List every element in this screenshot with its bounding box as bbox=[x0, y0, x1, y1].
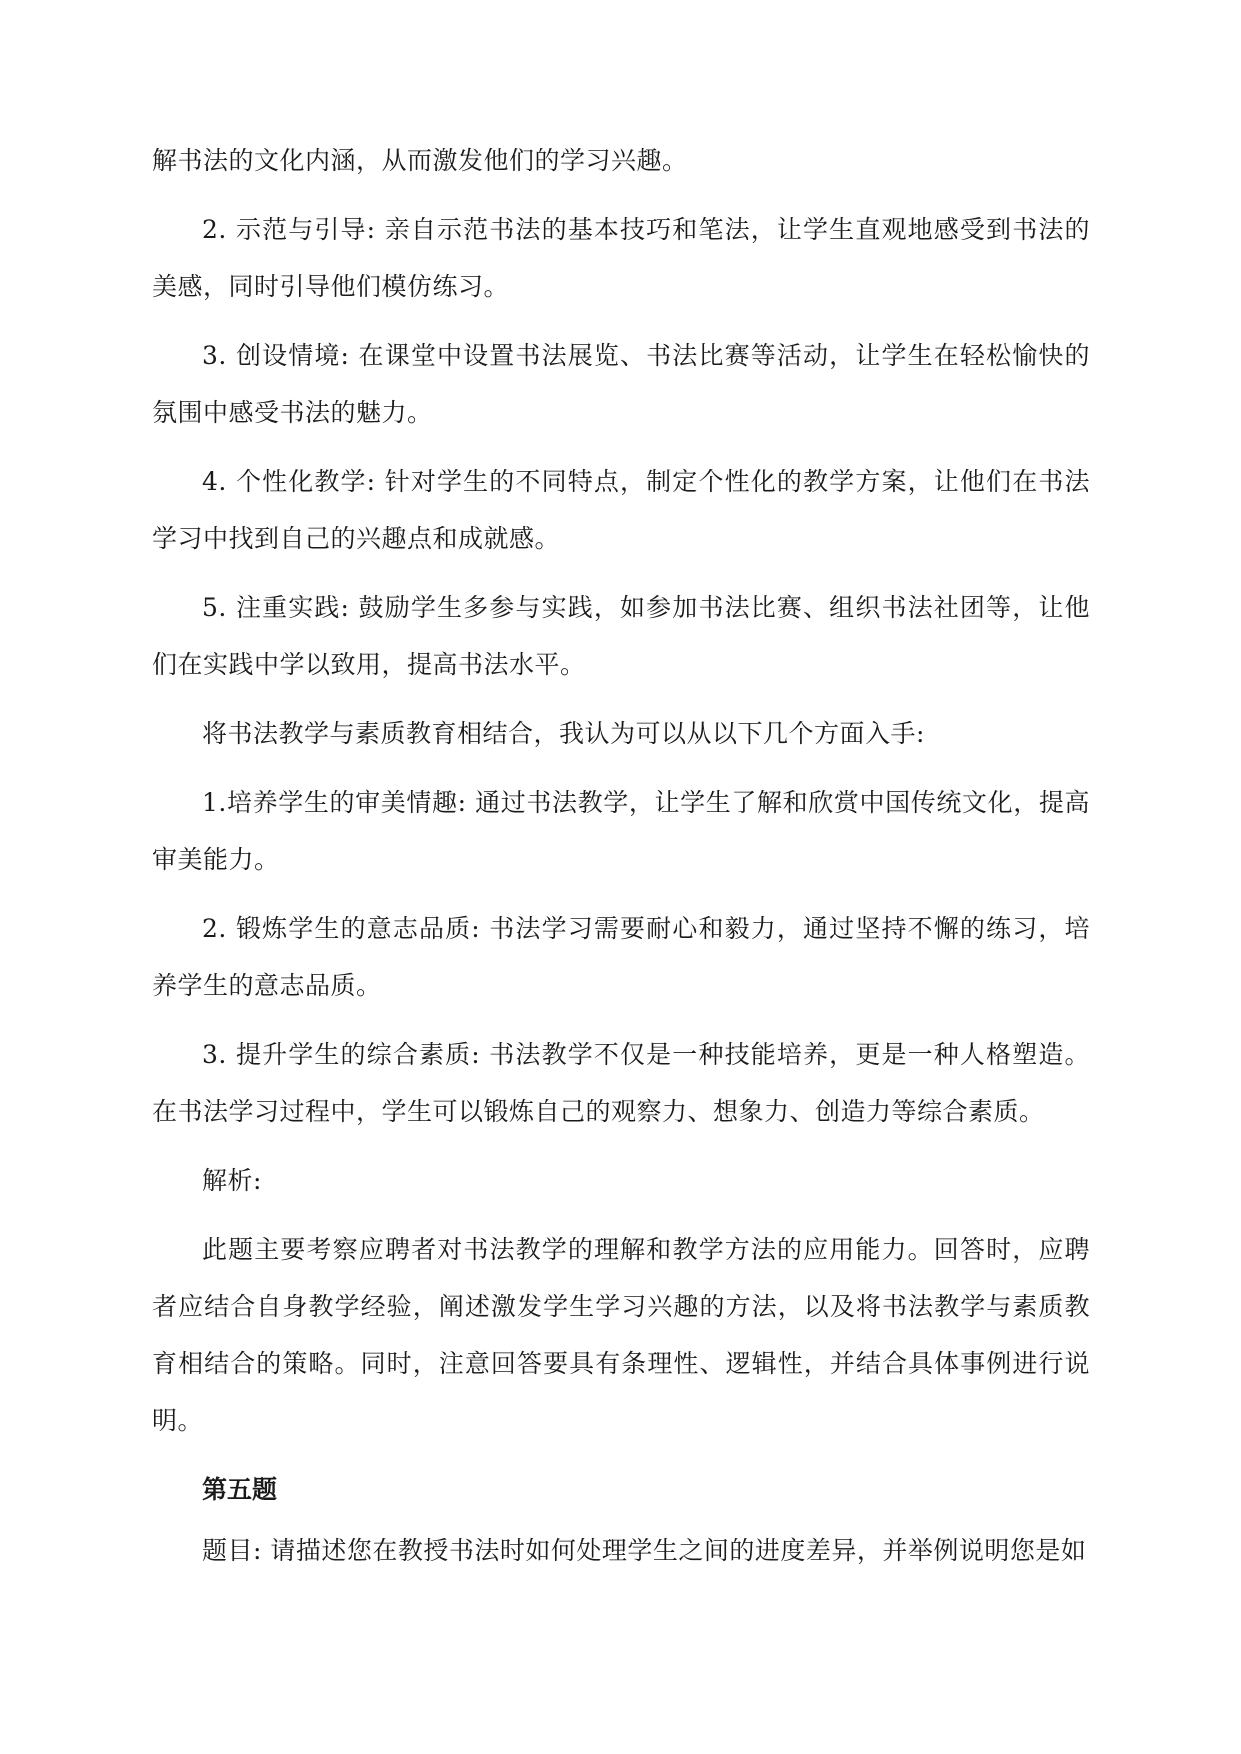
question-paragraph: 题目: 请描述您在教授书法时如何处理学生之间的进度差异，并举例说明您是如 bbox=[202, 1536, 1087, 1565]
paragraph-continuation: 解书法的文化内涵，从而激发他们的学习兴趣。 bbox=[152, 146, 688, 175]
paragraph-method-5: 5. 注重实践: 鼓励学生多参与实践，如参加书法比赛、组织书法社团等，让他们在实践中学以致用，提高书法水平。 bbox=[152, 593, 1090, 679]
paragraph-combination-2: 2. 锻炼学生的意志品质: 书法学习需要耐心和毅力，通过坚持不懈的练习，培养学生的意志品质。 bbox=[152, 914, 1090, 1000]
paragraph-method-4: 4. 个性化教学: 针对学生的不同特点，制定个性化的教学方案，让他们在书法学习中找到自己的兴趣点和成就感。 bbox=[152, 467, 1090, 553]
paragraph-combination-1: 1.培养学生的审美情趣: 通过书法教学，让学生了解和欣赏中国传统文化，提高审美能力。 bbox=[152, 788, 1090, 874]
analysis-label: 解析: bbox=[202, 1166, 262, 1195]
analysis-paragraph: 此题主要考察应聘者对书法教学的理解和教学方法的应用能力。回答时，应聘者应结合自身教学经验，阐述激发学生学习兴趣的方法，以及将书法教学与素质教育相结合的策略。同时，注意回答要具有条理性、逻辑性，并结合具体事例进行说明。 bbox=[152, 1235, 1090, 1435]
paragraph-method-2: 2. 示范与引导: 亲自示范书法的基本技巧和笔法，让学生直观地感受到书法的美感，同时引导他们模仿练习。 bbox=[152, 215, 1090, 301]
paragraph-combination-3: 3. 提升学生的综合素质: 书法教学不仅是一种技能培养，更是一种人格塑造。在书法学习过程中，学生可以锻炼自己的观察力、想象力、创造力等综合素质。 bbox=[152, 1040, 1090, 1126]
paragraph-method-3: 3. 创设情境: 在课堂中设置书法展览、书法比赛等活动，让学生在轻松愉快的氛围中感受书法的魅力。 bbox=[152, 341, 1090, 427]
document-page bbox=[152, 132, 1090, 1579]
section-heading: 第五题 bbox=[202, 1475, 278, 1504]
paragraph-combination-intro: 将书法教学与素质教育相结合，我认为可以从以下几个方面入手: bbox=[202, 719, 925, 748]
